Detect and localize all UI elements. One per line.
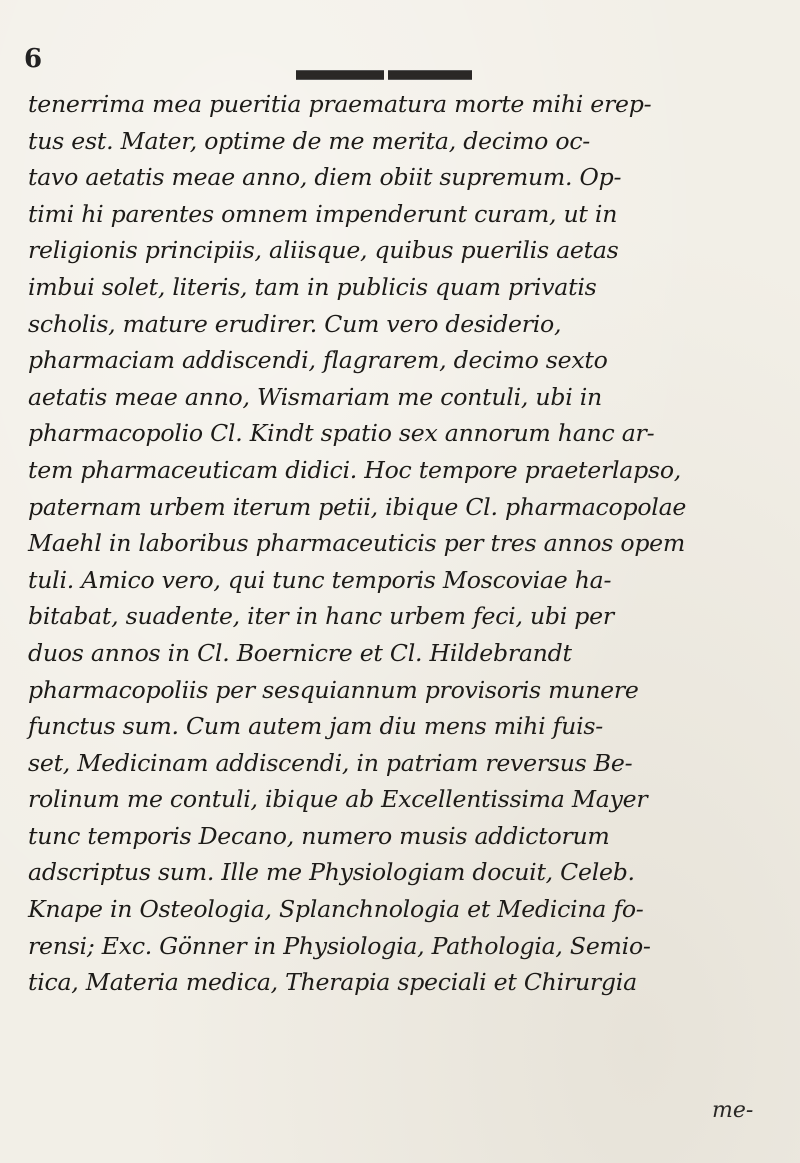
text-line: Knape in Osteologia, Splanchnologia et Medicina fo-: [28, 895, 644, 924]
text-line: aetatis meae anno, Wismariam me contuli, ubi in: [28, 382, 602, 411]
text-line: pharmacopoliis per sesquiannum provisoris munere: [28, 675, 639, 704]
text-line: tuli. Amico vero, qui tunc temporis Moscoviae ha-: [28, 565, 612, 594]
text-line: tica, Materia medica, Therapia speciali et Chirurgia: [28, 968, 637, 997]
text-line: functus sum. Cum autem jam diu mens mihi fuis-: [28, 712, 603, 741]
text-line: scholis, mature erudirer. Cum vero desiderio,: [28, 309, 562, 338]
text-line: tunc temporis Decano, numero musis addictorum: [28, 821, 610, 850]
text-line: rolinum me contuli, ibique ab Excellentissima Mayer: [28, 785, 648, 814]
ornament-bar-left: [296, 70, 384, 80]
ornament-bar-right: [388, 70, 472, 80]
text-line: timi hi parentes omnem impenderunt curam, ut in: [28, 199, 618, 228]
text-line: rensi; Exc. Gönner in Physiologia, Pathologia, Semio-: [28, 931, 651, 960]
text-line: Maehl in laboribus pharmaceuticis per tres annos opem: [28, 529, 686, 558]
text-line: bitabat, suadente, iter in hanc urbem feci, ubi per: [28, 602, 614, 631]
text-line: paternam urbem iterum petii, ibique Cl. pharmacopolae: [28, 492, 687, 521]
header-ornament: [296, 70, 472, 78]
text-line: pharmaciam addiscendi, flagrarem, decimo sexto: [28, 346, 608, 375]
page-number: 6: [24, 44, 43, 74]
catchword: me-: [712, 1098, 754, 1123]
text-line: set, Medicinam addiscendi, in patriam reversus Be-: [28, 748, 633, 777]
text-line: tavo aetatis meae anno, diem obiit supremum. Op-: [28, 163, 622, 192]
text-line: imbui solet, literis, tam in publicis quam privatis: [28, 272, 597, 301]
text-line: religionis principiis, aliisque, quibus puerilis aetas: [28, 236, 619, 265]
text-line: tem pharmaceuticam didici. Hoc tempore praeterlapso,: [28, 455, 682, 484]
text-line: tenerrima mea pueritia praematura morte mihi erep-: [28, 90, 652, 118]
text-line: pharmacopolio Cl. Kindt spatio sex annorum hanc ar-: [28, 419, 655, 448]
text-line: adscriptus sum. Ille me Physiologiam docuit, Celeb.: [28, 858, 635, 887]
text-line: tus est. Mater, optime de me merita, decimo oc-: [28, 126, 591, 155]
text-line: duos annos in Cl. Boernicre et Cl. Hildebrandt: [28, 638, 572, 667]
body-text: [28, 86, 780, 1001]
